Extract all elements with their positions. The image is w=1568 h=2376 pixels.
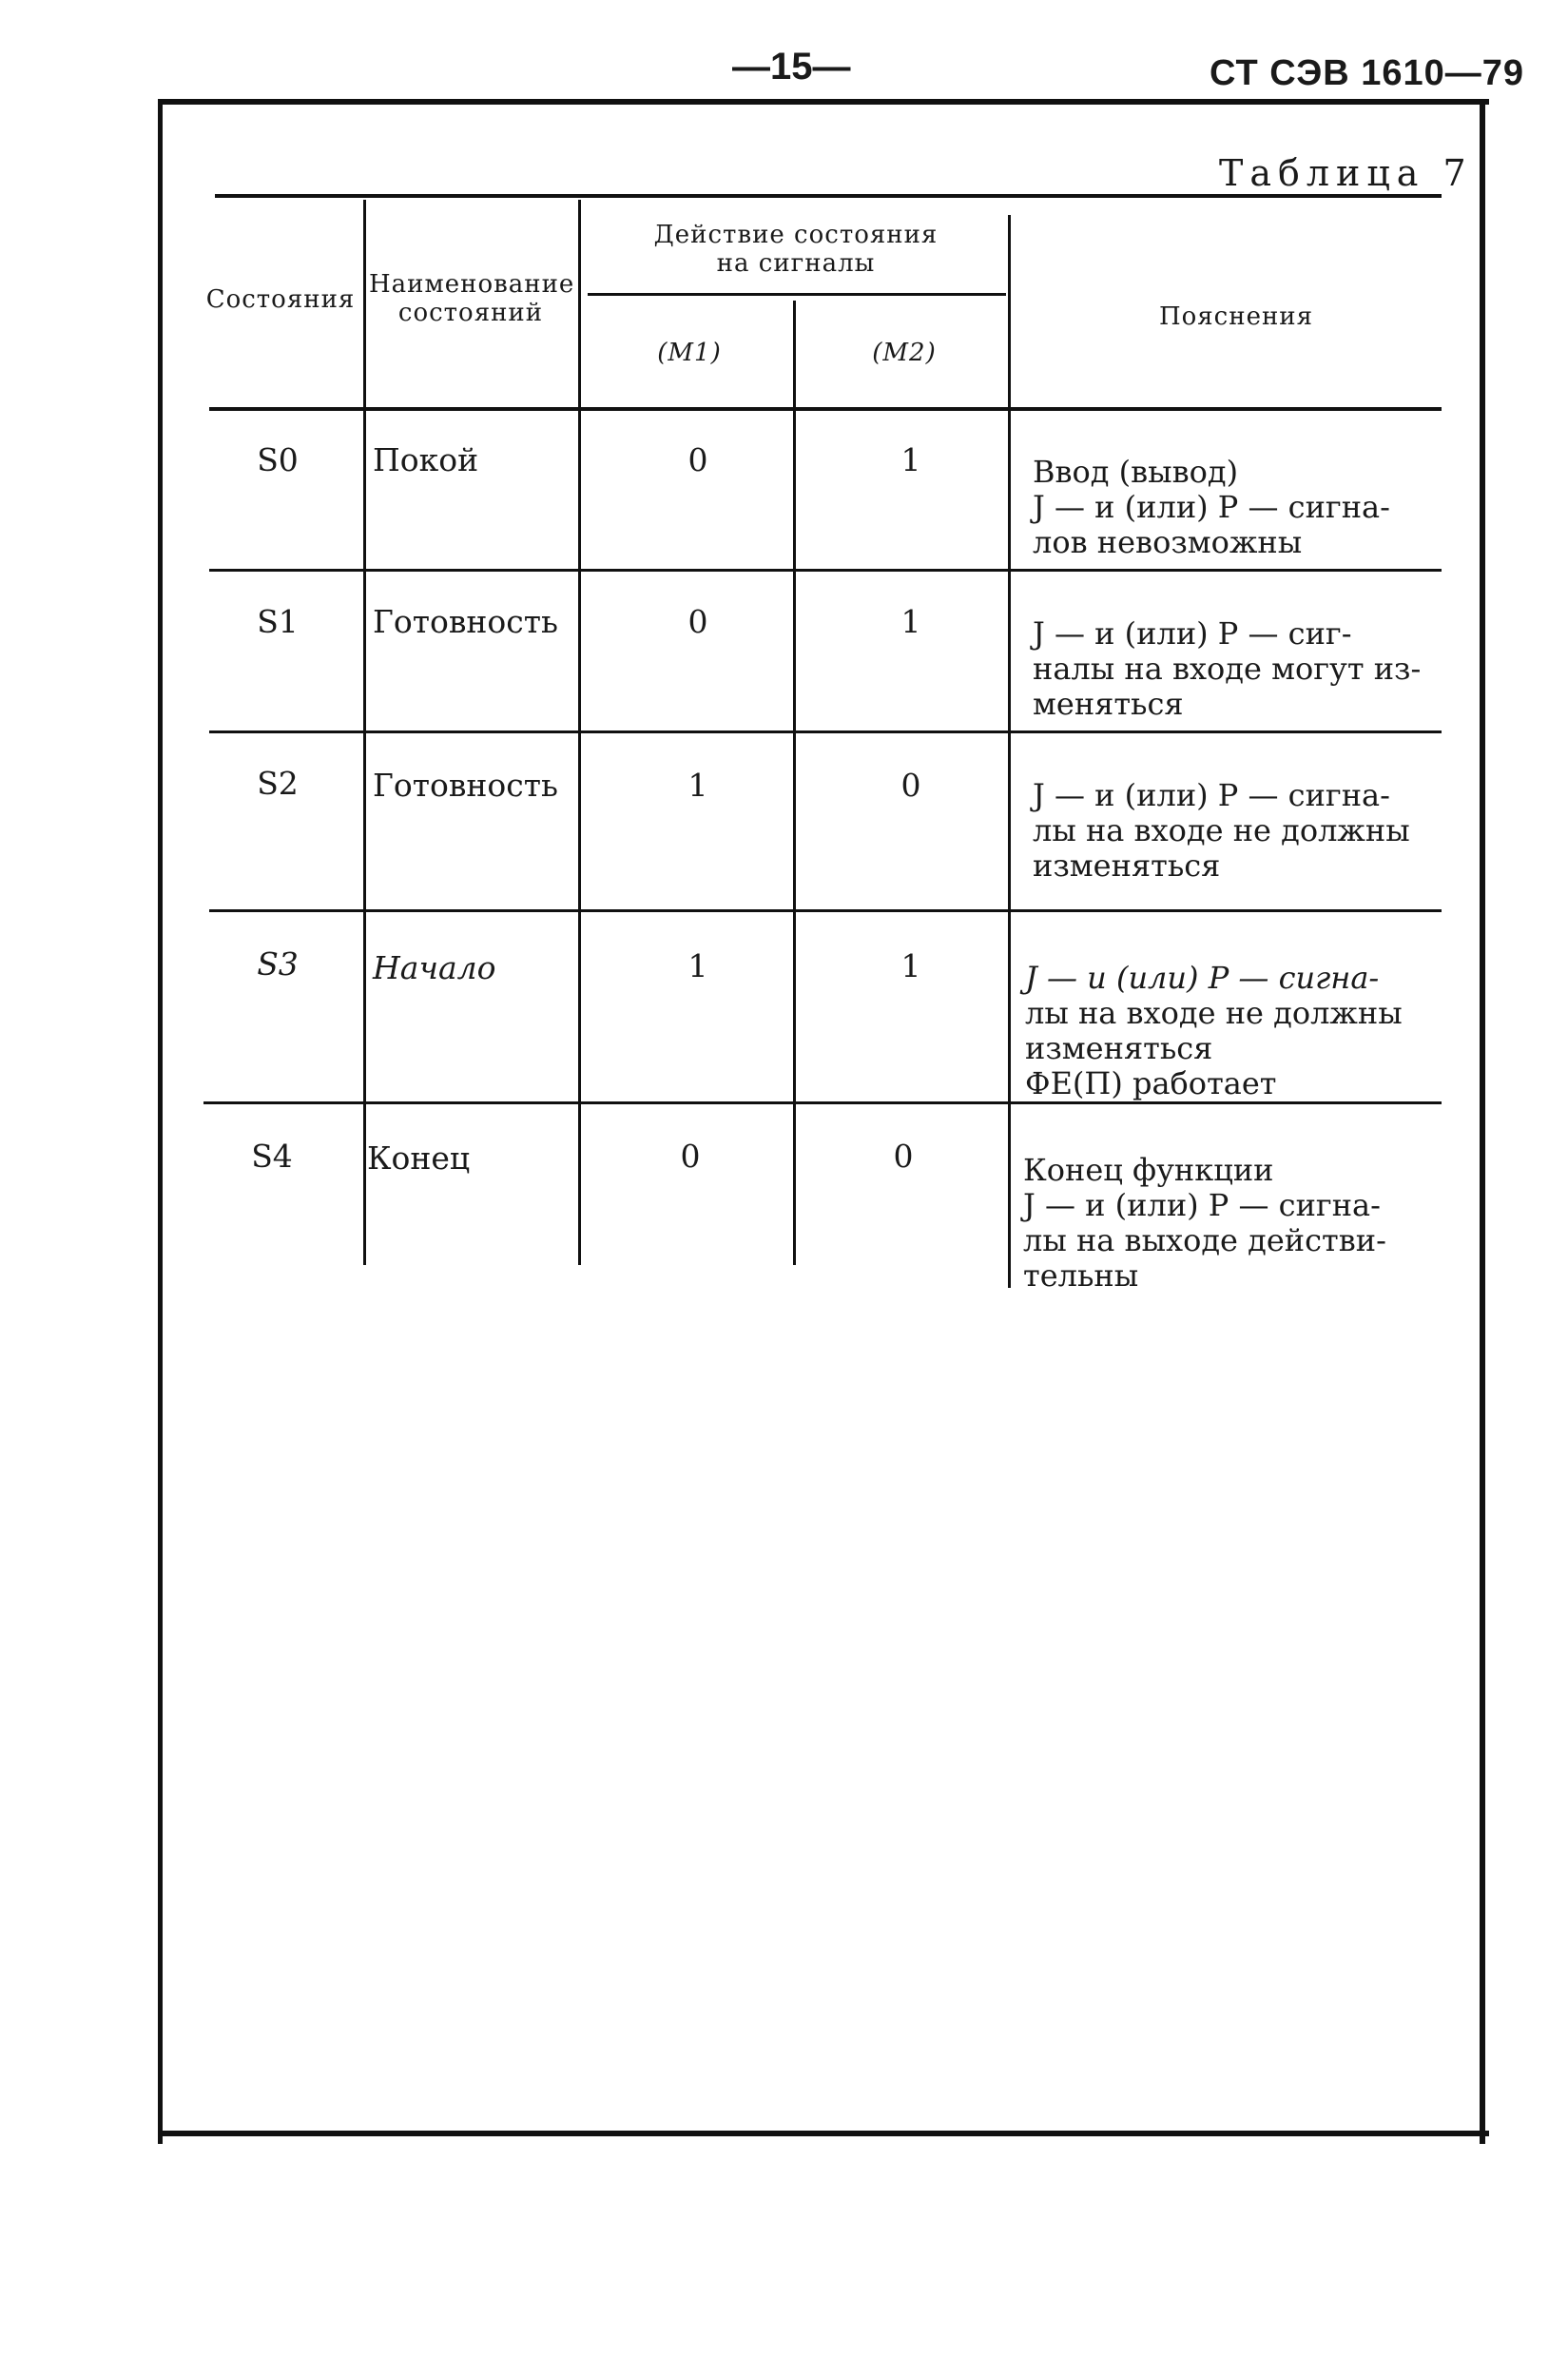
explanation-line: изменяться <box>1033 847 1221 884</box>
state-code: S0 <box>257 441 299 478</box>
state-name: Готовность <box>373 767 558 804</box>
row-rule-4 <box>203 1101 1442 1104</box>
document-code: СТ СЭВ 1610—79 <box>1210 53 1525 93</box>
state-name: Готовность <box>373 603 558 640</box>
explanation-line: меняться <box>1033 686 1184 722</box>
explanation-line: ФЕ(П) работает <box>1025 1065 1277 1101</box>
m1-value: 0 <box>687 603 708 640</box>
column-divider-4 <box>1008 215 1011 1288</box>
m2-value: 1 <box>900 947 921 984</box>
m1-value: 1 <box>687 947 708 984</box>
frame-right-border <box>1480 99 1485 2144</box>
state-name: Конец <box>367 1139 471 1177</box>
explanation <box>1033 616 1461 722</box>
column-header-explanation: Пояснения <box>1158 302 1314 331</box>
row-rule-1 <box>209 569 1442 572</box>
column-header-m1: (M1) <box>657 339 722 367</box>
m2-value: 1 <box>900 603 921 640</box>
column-header-name: Наименование состояний <box>369 270 575 327</box>
row-rule-3 <box>209 909 1442 912</box>
frame-left-border <box>158 99 163 2144</box>
explanation-line: изменяться <box>1025 1030 1213 1066</box>
m2-value: 0 <box>893 1138 914 1175</box>
column-divider-3 <box>793 301 796 1265</box>
explanation-line: лов невозможны <box>1033 524 1303 560</box>
column-header-action: Действие состояния на сигналы <box>653 221 939 278</box>
state-name: Покой <box>373 441 479 478</box>
m2-value: 1 <box>900 441 921 478</box>
explanation <box>1033 455 1461 560</box>
explanation-line: J — и (или) Р — сигна- <box>1025 960 1380 996</box>
explanation-line: лы на входе не должны <box>1025 995 1403 1031</box>
explanation-line: J — и (или) Р — сигна- <box>1033 777 1390 813</box>
explanation-line: лы на входе не должны <box>1033 812 1410 848</box>
column-header-m2: (M2) <box>872 339 937 367</box>
explanation-line: J — и (или) Р — сиг- <box>1033 615 1352 652</box>
state-code: S2 <box>257 765 299 802</box>
table-caption: Таблица 7 <box>1219 152 1473 194</box>
state-code: S3 <box>257 945 299 983</box>
column-header-state: Состояния <box>205 285 356 314</box>
m1-value: 1 <box>687 767 708 804</box>
m1-value: 0 <box>687 441 708 478</box>
m2-value: 0 <box>900 767 921 804</box>
explanation <box>1033 778 1461 884</box>
state-code: S4 <box>251 1138 293 1175</box>
table-top-rule <box>215 194 1442 198</box>
explanation-line: Конец функции <box>1023 1152 1274 1188</box>
explanation <box>1023 1153 1451 1294</box>
header-bottom-rule <box>209 407 1442 411</box>
row-rule-2 <box>209 730 1442 733</box>
explanation-line: J — и (или) Р — сигна- <box>1023 1187 1381 1223</box>
explanation-line: тельны <box>1023 1257 1139 1294</box>
explanation <box>1025 961 1453 1101</box>
state-code: S1 <box>257 603 299 640</box>
explanation-line: Ввод (вывод) <box>1033 454 1239 490</box>
column-divider-1 <box>363 200 366 1265</box>
column-divider-2 <box>578 200 581 1265</box>
frame-bottom-border <box>160 2131 1489 2136</box>
state-name: Начало <box>373 949 496 986</box>
page-number: —15— <box>732 46 851 88</box>
explanation-line: налы на входе могут из- <box>1033 651 1422 687</box>
explanation-line: J — и (или) Р — сигна- <box>1033 489 1390 525</box>
explanation-line: лы на выходе действи- <box>1023 1222 1386 1258</box>
m1-value: 0 <box>680 1138 701 1175</box>
action-subheader-rule <box>588 293 1006 296</box>
frame-top-border <box>160 99 1489 105</box>
